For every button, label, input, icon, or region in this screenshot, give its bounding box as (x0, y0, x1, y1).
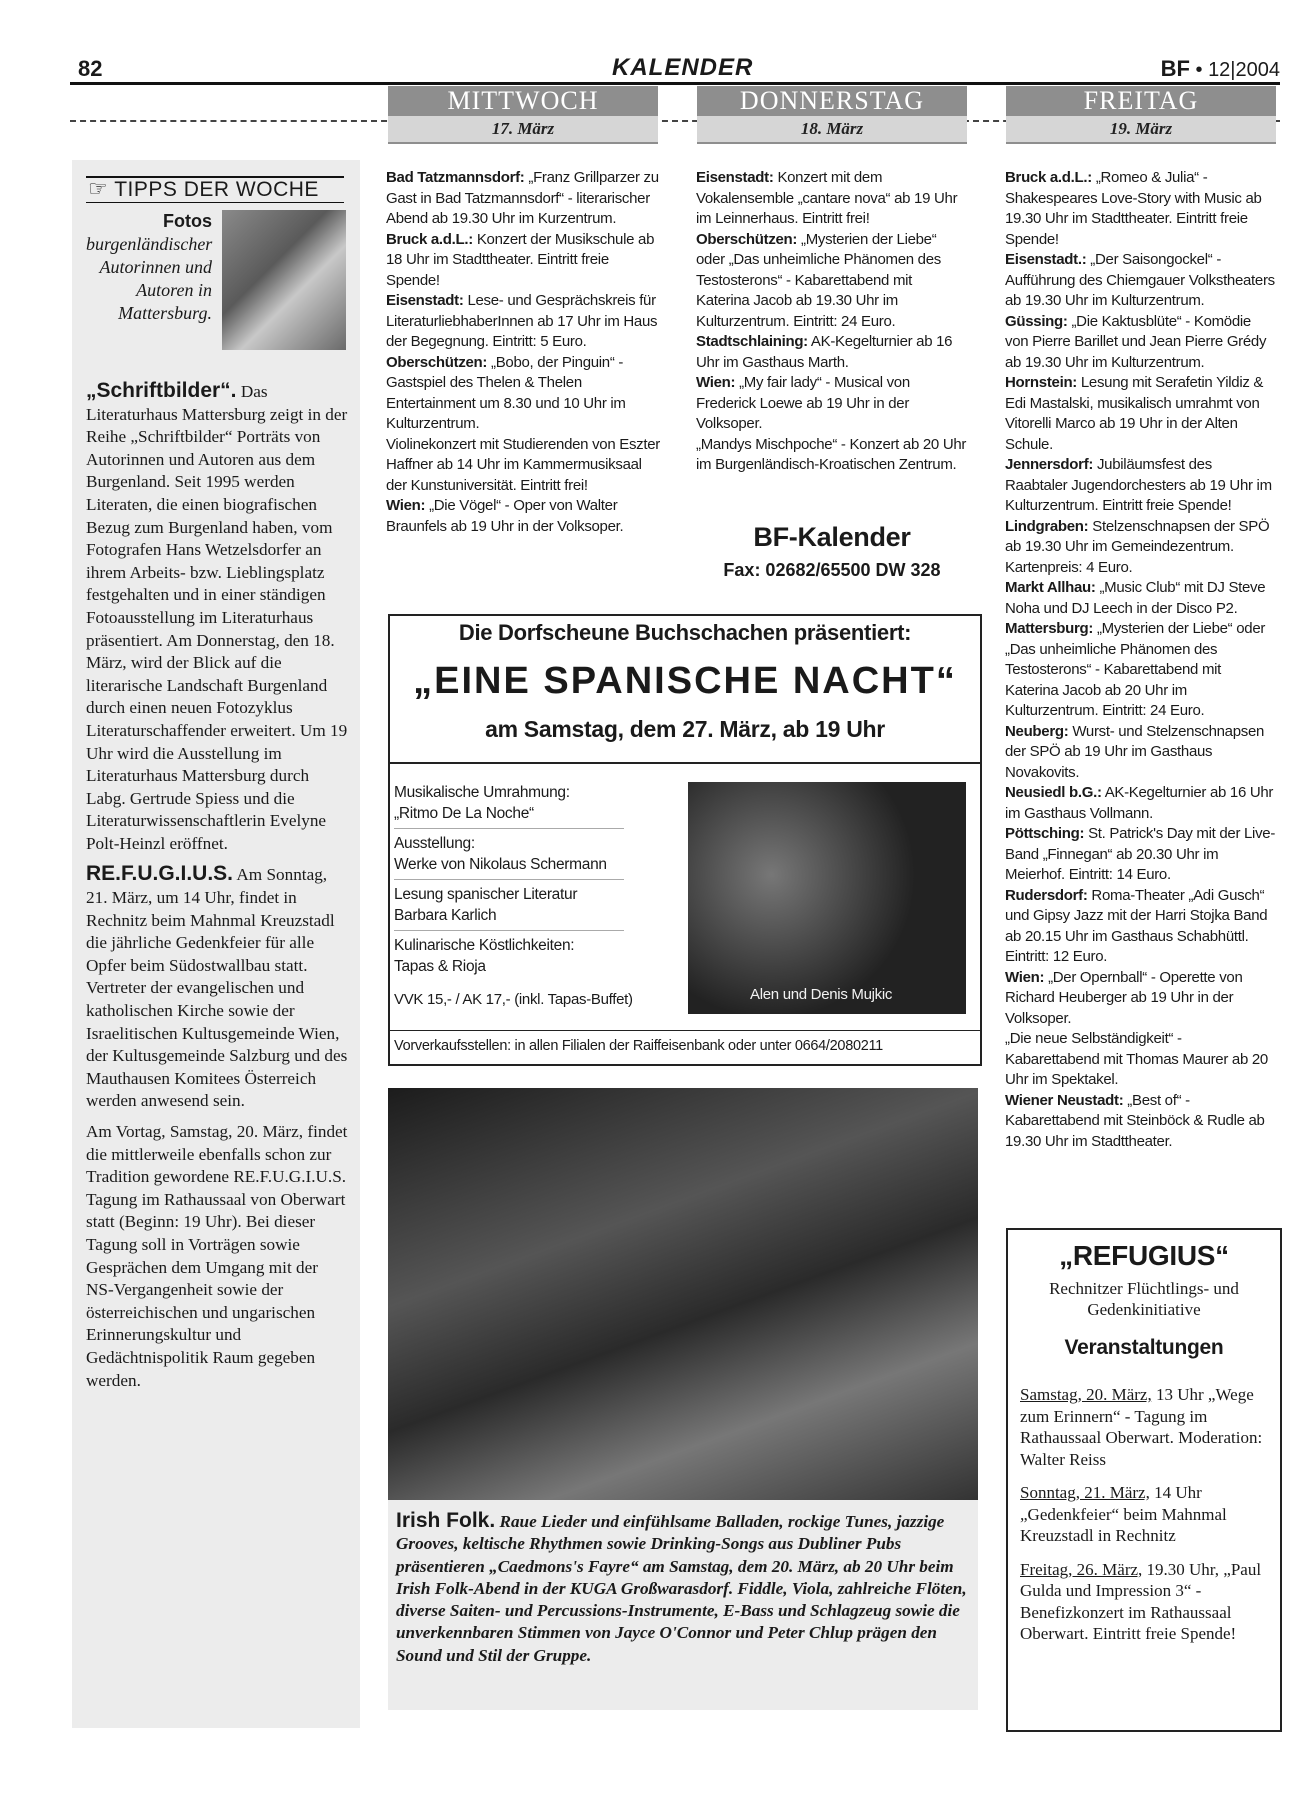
event-location: Oberschützen: (696, 230, 798, 248)
day-name: MITTWOCH (447, 86, 599, 115)
day-header-friday (1006, 86, 1276, 144)
event-item (1005, 1091, 1277, 1153)
event-item (1005, 168, 1277, 250)
event-location: Oberschützen: (386, 353, 488, 371)
pointing-hand-icon: ☞ (88, 176, 109, 201)
article-text: Das Literaturhaus Mattersburg zeigt in der Reihe „Schriftbilder“ Porträts von Autorinnen und Autoren aus dem Burgenland. Seit 1995 werden Literaten, die einen biografischen Bezug zum Burgenland haben, vom Fotografen Hans Wetzelsdorfer an ihrem Arbeits- bzw. Lieblingsplatz festgehalten und in einer ständigen Fotoausstellung im Literaturhaus präsentiert. Am Donnerstag, den 18. März, wird der Blick auf die literarische Landschaft Burgenland durch einen neuen Fotozyklus Literaturschaffender erweitert. Um 19 Uhr wird die Ausstellung im Literaturhaus Mattersburg durch Labg. Gertrude Spiess und die Literaturwissenschaftlerin Evelyne Polt-Heinzl eröffnet. (86, 382, 348, 853)
ad-info-item (394, 782, 674, 824)
article-schriftbilder (86, 380, 348, 855)
event-location: Stadtschlaining: (696, 333, 808, 350)
issue-number: 12|2004 (1208, 59, 1280, 81)
ad-info-value: Tapas & Rioja (394, 958, 486, 975)
event-item (1005, 1029, 1277, 1091)
article-lead: „Schriftbilder“. (86, 379, 237, 402)
ad-info-separator (394, 879, 624, 880)
event-location: Bad Tatzmannsdorf: (386, 169, 525, 186)
event-text: „Der Saisongockel“ - Aufführung des Chiemgauer Volkstheaters ab 19.30 Uhr im Kulturzentrum. (1005, 251, 1275, 309)
publication-name: BF (1160, 56, 1190, 81)
ad-info-label: Lesung spanischer Literatur (394, 886, 578, 903)
event-item (696, 168, 968, 230)
event-location: Eisenstadt.: (1005, 251, 1087, 268)
event-location: Markt Allhau: (1005, 579, 1096, 596)
header-rule (70, 82, 1280, 85)
event-text: 14 Uhr „Gedenkfeier“ beim Mahnmal Kreuzstadl in Rechnitz (1020, 1483, 1227, 1545)
page-number: 82 (78, 56, 103, 81)
events-friday (1005, 168, 1277, 1152)
event-location: Mattersburg: (1005, 620, 1094, 637)
event-item (1005, 455, 1277, 517)
article-lead: Irish Folk. (396, 1509, 496, 1532)
event-location: Wien: (696, 374, 736, 391)
tipps-articles (86, 380, 348, 1400)
event-item (386, 353, 662, 435)
day-header-thursday (697, 86, 967, 144)
refugius-events (1020, 1384, 1272, 1657)
event-item (1005, 578, 1277, 619)
event-text: 13 Uhr „Wege zum Erinnern“ - Tagung im Rathaussaal Oberwart. Moderation: Walter Reiss (1020, 1385, 1263, 1469)
refugius-events-heading: Veranstaltungen (1064, 1336, 1224, 1359)
event-item (386, 168, 662, 230)
events-thursday (696, 168, 968, 476)
event-date: Sonntag, 21. März, (1020, 1483, 1150, 1502)
refugius-title: „REFUGIUS“ (1059, 1240, 1229, 1271)
event-text: „Die Vögel“ - Oper von Walter Braunfels ab 19 Uhr in der Volksoper. (386, 497, 624, 535)
event-item (1005, 824, 1277, 886)
event-text: Stelzenschnapsen der SPÖ ab 19.30 Uhr im Gemeindezentrum. Kartenpreis: 4 Euro. (1005, 517, 1270, 576)
event-text: 19.30 Uhr, „Paul Gulda und Impression 3“ - Benefizkonzert im Rathaussaal Oberwart. Eintritt freie Spende! (1020, 1559, 1262, 1643)
event-location: Wien: (1005, 968, 1045, 986)
event-location: Eisenstadt: (696, 169, 774, 186)
event-location: Eisenstadt: (386, 292, 464, 309)
event-date: Samstag, 20. März, (1020, 1385, 1152, 1404)
event-text: „Bobo, der Pinguin“ - Gastspiel des Thelen & Thelen Entertainment um 8.30 und 10 Uhr im Kulturzentrum. (386, 353, 626, 432)
article-text: Am Vortag, Samstag, 20. März, findet die mittlerweile ebenfalls schon zur Tradition gewordene RE.F.U.G.I.U.S. Tagung im Rathaussaal von Oberwart statt (Beginn: 19 Uhr). Bei dieser Tagung soll in Vorträgen sowie Gesprächen dem Umgang mit der NS-Vergangenheit sowie der österreichischen und ungarischen Erinnerungskultur und Gedächtnispolitik Raum gegeben werden. (86, 1122, 348, 1390)
event-location: Wien: (386, 497, 426, 514)
event-location: Güssing: (1005, 312, 1068, 330)
event-text: Lese- und Gesprächskreis für LiteraturliebhaberInnen ab 17 Uhr im Haus der Begegnung. Eintritt: 5 Euro. (386, 292, 658, 350)
event-item (1005, 312, 1277, 374)
event-item (1005, 968, 1277, 1030)
day-name: FREITAG (1083, 86, 1199, 115)
event-item (696, 373, 968, 435)
event-item (1005, 886, 1277, 968)
day-date: 17. März (388, 116, 658, 142)
ad-info-value: „Ritmo De La Noche“ (394, 805, 534, 822)
ad-info-label: Kulinarische Köstlichkeiten: (394, 937, 575, 954)
event-text: „Der Opernball“ - Operette von Richard Heuberger ab 19 Uhr in der Volksoper. (1005, 968, 1243, 1027)
event-text: Roma-Theater „Adi Gusch“ und Gipsy Jazz mit der Harri Stojka Band ab 20.15 Uhr im Gasthaus Schabhüttl. Eintritt: 12 Euro. (1005, 886, 1268, 965)
ad-info-label: Musikalische Umrahmung: (394, 784, 570, 801)
article-text: Raue Lieder und einfühlsame Balladen, rockige Tunes, jazzige Grooves, keltische Rhythmen sowie Drinking-Songs aus Dubliner Pubs präsentieren „Caedmons's Fayre“ am Samstag, dem 20. März, ab 20 Uhr beim Irish Folk-Abend in der KUGA Großwarasdorf. Fiddle, Viola, zahlreiche Flöten, diverse Saiten- und Percussions-Instrumente, E-Bass und Schlagzeug sowie die unverkennbaren Stimmen von Jayce O'Connor und Peter Chlup prägen den Sound und Stil der Gruppe. (396, 1512, 967, 1665)
event-text: Violinekonzert mit Studierenden von Eszter Haffner ab 14 Uhr im Kammermusiksaal der Kunstuniversität. Eintritt frei! (386, 435, 660, 494)
event-text: Jubiläumsfest des Raabtaler Jugendorchesters ab 19 Uhr im Kulturzentrum. Eintritt freie Spende! (1005, 456, 1272, 514)
event-text: „Mandys Mischpoche“ - Konzert ab 20 Uhr im Burgenländisch-Kroatischen Zentrum. (696, 435, 967, 473)
caption-text: burgenländischer Autorinnen und Autoren in Mattersburg. (86, 234, 213, 323)
event-text: „Romeo & Julia“ - Shakespeares Love-Story with Music ab 19.30 Uhr im Stadttheater. Eintritt freie Spende! (1005, 169, 1262, 248)
caption-bold: Fotos (163, 211, 212, 231)
event-item (696, 332, 968, 373)
event-location: Jennersdorf: (1005, 456, 1094, 473)
event-text: AK-Kegelturnier ab 16 Uhr im Gasthaus Marth. (696, 333, 953, 371)
bf-kalender-fax: Fax: 02682/65500 DW 328 (723, 560, 941, 580)
event-text: Lesung mit Serafetin Yildiz & Edi Mastalski, musikalisch umrahmt von Vitorelli Marco ab 19 Uhr in der Alten Schule. (1005, 374, 1264, 453)
event-item (386, 291, 662, 353)
ad-info-list (394, 782, 674, 977)
ad-info-item (394, 833, 674, 875)
ad-headline: „EINE SPANISCHE NACHT“ (413, 660, 957, 702)
event-location: Lindgraben: (1005, 517, 1089, 535)
photo-caption (86, 210, 212, 325)
event-location: Bruck a.d.L.: (1005, 169, 1092, 186)
ad-info-item (394, 935, 674, 977)
ad-title: Die Dorfscheune Buchschachen präsentiert: (458, 620, 912, 645)
event-text: „Die Kaktusblüte“ - Komödie von Pierre Barillet und Jean Pierre Grédy ab 19.30 Uhr im Kulturzentrum. (1005, 312, 1267, 371)
refugius-subtitle: Rechnitzer Flüchtlings- und Gedenkinitiative (1049, 1279, 1239, 1319)
article-lead: RE.F.U.G.I.U.S. (86, 862, 234, 886)
day-name: DONNERSTAG (739, 86, 925, 115)
event-location: Hornstein: (1005, 374, 1078, 391)
event-item (1005, 250, 1277, 312)
event-item (386, 230, 662, 292)
ad-info-separator (394, 828, 624, 829)
event-item (696, 230, 968, 333)
event-text: Konzert mit dem Vokalensemble „cantare nova“ ab 19 Uhr im Leinnerhaus. Eintritt frei! (696, 169, 958, 227)
refugius-event (1020, 1384, 1272, 1470)
refugius-event (1020, 1559, 1272, 1645)
day-date: 18. März (697, 116, 967, 142)
ad-info-value: Barbara Karlich (394, 907, 497, 924)
event-location: Bruck a.d.L.: (386, 230, 473, 248)
band-photo (388, 1088, 978, 1500)
article-text: Am Sonntag, 21. März, um 14 Uhr, findet in Rechnitz beim Mahnmal Kreuzstadl die jährliche Gedenkfeier für alle Opfer beim Südostwallbau statt. Vertreter der evangelischen und katholischen Kirche sowie der Israelitischen Kultusgemeinde Wien, der Kultusgemeinde Salzburg und des Mauthausen Komitees Österreich werden anwesend sein. (86, 865, 348, 1111)
bf-kalender-title: BF-Kalender (753, 522, 911, 552)
tipps-heading (88, 176, 319, 202)
article-refugius-2 (86, 1121, 348, 1392)
refugius-event (1020, 1482, 1272, 1547)
event-item (1005, 619, 1277, 722)
event-location: Rudersdorf: (1005, 886, 1088, 904)
event-text: St. Patrick's Day mit der Live-Band „Finnegan“ ab 20.30 Uhr im Meierhof. Eintritt: 14 Euro. (1005, 825, 1276, 883)
event-location: Neusiedl b.G.: (1005, 784, 1102, 801)
section-title: KALENDER (612, 54, 754, 81)
event-location: Neuberg: (1005, 722, 1069, 740)
article-refugius (86, 863, 348, 1113)
event-item (1005, 783, 1277, 824)
event-text: „Mysterien der Liebe“ oder „Das unheimliche Phänomen des Testosterons“ - Kabarettabend mit Katerina Jacob ab 20 Uhr im Kulturzentrum. Eintritt: 24 Euro. (1005, 620, 1266, 719)
event-location: Wiener Neustadt: (1005, 1091, 1124, 1109)
event-text: AK-Kegelturnier ab 16 Uhr im Gasthaus Vollmann. (1005, 784, 1274, 822)
event-location: Pöttsching: (1005, 825, 1085, 842)
author-photo (222, 210, 346, 350)
event-text: „My fair lady“ - Musical von Frederick Loewe ab 19 Uhr in der Volksoper. (696, 374, 910, 432)
event-item (386, 496, 662, 537)
tipps-title: TIPPS DER WOCHE (114, 178, 319, 201)
issue-label: BF • 12|2004 (1160, 56, 1280, 81)
ad-info-item (394, 884, 674, 926)
events-wednesday (386, 168, 662, 537)
ad-price: VVK 15,- / AK 17,- (inkl. Tapas-Buffet) (394, 991, 633, 1008)
event-text: „Mysterien der Liebe“ oder „Das unheimliche Phänomen des Testosterons“ - Kabarettabend mit Katerina Jacob ab 19.30 Uhr im Kulturzentrum. Eintritt: 24 Euro. (696, 230, 941, 330)
event-item (696, 435, 968, 476)
event-text: Wurst- und Stelzenschnapsen der SPÖ ab 19 Uhr im Gasthaus Novakovits. (1005, 722, 1265, 781)
ad-divider-bottom (388, 1030, 982, 1031)
day-date: 19. März (1006, 116, 1276, 142)
event-text: „Best of“ - Kabarettabend mit Steinböck & Rudle ab 19.30 Uhr im Stadttheater. (1005, 1091, 1265, 1150)
event-text: „Franz Grillparzer zu Gast in Bad Tatzmannsdorf“ - literarischer Abend ab 19.30 Uhr im Kurzentrum. (386, 169, 659, 227)
event-item (1005, 517, 1277, 579)
event-item (386, 435, 662, 497)
ad-info-label: Ausstellung: (394, 835, 475, 852)
ad-subline: am Samstag, dem 27. März, ab 19 Uhr (485, 716, 885, 742)
day-header-wednesday (388, 86, 658, 144)
ad-photo-caption: Alen und Denis Mujkic (750, 986, 893, 1003)
event-text: „Music Club“ mit DJ Steve Noha und DJ Leech in der Disco P2. (1005, 579, 1266, 617)
event-item (1005, 373, 1277, 455)
ad-divider (388, 762, 982, 764)
tipps-rule-bottom (86, 202, 344, 203)
ad-info-separator (394, 930, 624, 931)
event-item (1005, 722, 1277, 784)
ad-info-value: Werke von Nikolaus Schermann (394, 856, 607, 873)
ad-photo (688, 782, 966, 1014)
event-text: Konzert der Musikschule ab 18 Uhr im Stadttheater. Eintritt freie Spende! (386, 230, 655, 289)
event-text: „Die neue Selbständigkeit“ - Kabarettabend mit Thomas Maurer ab 20 Uhr im Spektakel. (1005, 1030, 1268, 1088)
event-date: Freitag, 26. März, (1020, 1559, 1143, 1579)
irish-folk-article (396, 1510, 972, 1667)
ad-presale: Vorverkaufsstellen: in allen Filialen der Raiffeisenbank oder unter 0664/2080211 (394, 1038, 883, 1054)
